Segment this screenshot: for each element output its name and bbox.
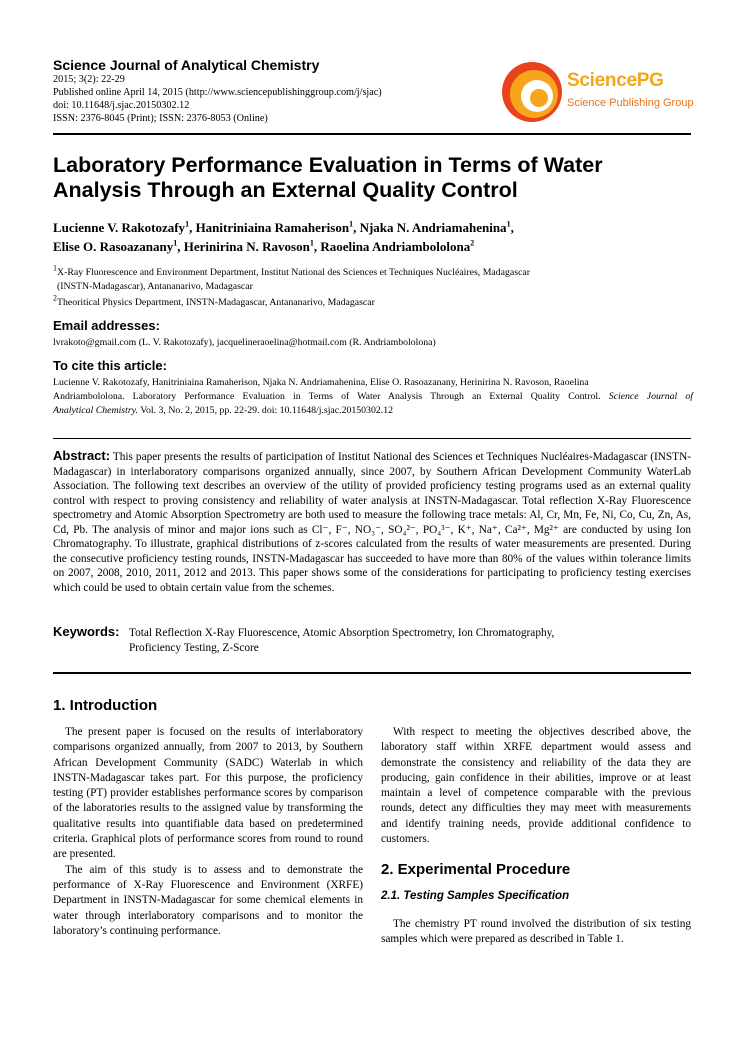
citation-journal: Science Journal of <box>608 391 693 402</box>
author-affiliation: 1 <box>185 219 190 229</box>
citation-text: Andriambololona. Laboratory Performance Evaluation in Terms of Water Analysis Through an External Quality Control. <box>53 391 601 402</box>
affiliation-number: 1 <box>53 263 57 273</box>
cite-heading: To cite this article: <box>53 358 167 373</box>
right-column-top <box>381 725 691 847</box>
issue-line: 2015; 3(2): 22-29 <box>53 74 125 85</box>
authors-line-2: Elise O. Rasoazanany$^1$, Herinirina N. Ravoson$^1$, Raoelina Andriambololona$^2$ <box>53 238 475 254</box>
left-column <box>53 725 363 939</box>
sciencepg-logo-icon <box>500 58 566 126</box>
subsection-heading: 2.1. Testing Samples Specification <box>381 890 570 902</box>
affiliation-1-cont: (INSTN-Madagascar), Antananarivo, Madagascar <box>57 281 253 292</box>
author-affiliation: 1 <box>309 238 314 248</box>
citation <box>53 376 693 418</box>
author-affiliation: 1 <box>173 238 178 248</box>
author-affiliation: 1 <box>506 219 511 229</box>
paragraph: With respect to meeting the objectives described above, the laboratory staff within XRFE department would assess and demonstrate the consistency and reliability of the data they are producing, gain confidence in their abilities, improve or at least maintain a level of competence comparable with the previous rounds, detect any difficulties they may meet with measurements and identify training needs, provide additional confidence to customers. <box>381 726 691 846</box>
doi-line: doi: 10.11648/j.sjac.20150302.12 <box>53 100 190 111</box>
abstract-text: This paper presents the results of participation of Institut National des Sciences et Techniques Nucléaires-Madagascar (INSTN-Madagascar) in interlaboratory comparisons organized annually, since 2007, by Southern African Development Community WaterLab Association. The following text describes an overview of the utility of provided proficiency testing programs used as an external quality control with respect to proving consistency and reliability of water analysis at INSTN-Madagascar. Total reflection X-Ray Fluorescence spectrometry and Atomic Absorption Spectrometry are both used to measure the following trace metals: Al, Cr, Mn, Fe, Ni, Co, Cu, Zn, As, Cd, Pb. The analysis of minor and major ions such as <box>53 451 691 536</box>
email-heading: Email addresses: <box>53 318 160 333</box>
affiliation-text: Theoritical Physics Department, INSTN-Madagascar, Antananarivo, Madagascar <box>57 297 375 308</box>
section-heading-experimental: 2. Experimental Procedure <box>381 861 571 878</box>
author-affiliation: 2 <box>470 238 475 248</box>
journal-title: Science Journal of Analytical Chemistry <box>53 57 320 73</box>
email-addresses: lvrakoto@gmail.com (L. V. Rakotozafy), jacquelineraoelina@hotmail.com (R. Andriambololona) <box>53 337 436 348</box>
issn-line: ISSN: 2376-8045 (Print); ISSN: 2376-8053 (Online) <box>53 113 268 124</box>
affiliation-2 <box>53 293 693 309</box>
header-rule <box>53 133 691 135</box>
abstract-ions: Cl⁻, F⁻, NO₃⁻, SO₄²⁻, PO₄³⁻, K⁺, Na⁺, Ca²⁺, Mg²⁺ <box>311 523 559 536</box>
abstract-text-cont: are conducted by using Ion Chromatography. To illustrate, graphical distributions of z-scores calculated from the results of water measurements are presented. During the consecutive proficiency testing rounds, INSTN-Madagascar has succeeded to have more than 80% of the values within tolerance limits on 2007, 2008, 2010, 2011, 2012 and 2013. This paper shows some of the considerations for participating to proficiency testing exercises which could be used to obtain certain value from the schemes. <box>53 523 692 594</box>
author-affiliation: 1 <box>349 219 354 229</box>
keywords <box>129 626 609 655</box>
citation-line-3 <box>53 404 693 418</box>
right-column-bottom <box>381 917 691 948</box>
divider <box>53 672 691 674</box>
author-name: Raoelina Andriambololona <box>320 239 471 254</box>
keywords-line-2: Proficiency Testing, Z-Score <box>129 641 259 654</box>
abstract-label: Abstract: <box>53 448 111 463</box>
affiliation-text: X-Ray Fluorescence and Environment Department, Institut National des Sciences et Techniques Nucléaires, Madagascar <box>57 267 531 278</box>
paragraph: The chemistry PT round involved the distribution of six testing samples which were prepared as described in Table 1. <box>381 918 691 946</box>
affiliation-number: 2 <box>53 293 57 303</box>
section-heading-introduction: 1. Introduction <box>53 697 158 714</box>
logo-tagline: Science Publishing Group <box>567 97 694 109</box>
author-name: Njaka N. Andriamahenina <box>359 220 507 235</box>
logo-name: SciencePG <box>567 70 664 91</box>
keywords-line-1: Total Reflection X-Ray Fluorescence, Atomic Absorption Spectrometry, Ion Chromatography, <box>129 627 555 639</box>
author-name: Hanitriniaina Ramaherison <box>195 220 350 235</box>
citation-line-2 <box>53 390 693 404</box>
paragraph: The aim of this study is to assess and to demonstrate the performance of X-Ray Fluorescence and Environment (XRFE) Department in INSTN-Madagascar for some chemical elements in water through interlaboratory comparisons and to monitor the laboratory’s continuing performance. <box>53 863 363 937</box>
paragraph: The present paper is focused on the results of interlaboratory comparisons organized annually, from 2007 to 2013, by Southern African Development Community (SADC) Waterlab in which INSTN-Madagascar takes part. For this purpose, the proficiency testing (PT) provider establishes performance scores by comparison of the laboratories results to the assigned value by transforming the qualitative results into quantifiable data based on predetermined criteria. Graphical plots of performance scores from round to round are presented. <box>53 726 363 861</box>
citation-line-1: Lucienne V. Rakotozafy, Hanitriniaina Ramaherison, Njaka N. Andriamahenina, Elise O. Rasoazanany, Herinirina N. Ravoson, Raoelina <box>53 377 589 388</box>
author-name: Elise O. Rasoazanany <box>53 239 174 254</box>
affiliation-1 <box>53 263 693 279</box>
keywords-label: Keywords: <box>53 624 120 639</box>
citation-details: Vol. 3, No. 2, 2015, pp. 22-29. doi: 10.11648/j.sjac.20150302.12 <box>140 405 393 416</box>
author-name: Lucienne V. Rakotozafy <box>53 220 186 235</box>
title-line-1: Laboratory Performance Evaluation in Terms of Water <box>53 153 603 177</box>
citation-journal: Analytical Chemistry. <box>53 405 138 416</box>
abstract <box>53 449 691 595</box>
author-name: Herinirina N. Ravoson <box>183 239 310 254</box>
published-line: Published online April 14, 2015 (http://www.sciencepublishinggroup.com/j/sjac) <box>53 87 382 98</box>
divider <box>53 438 691 439</box>
paper-title <box>53 153 693 203</box>
title-line-2: Analysis Through an External Quality Control <box>53 178 518 202</box>
authors-line-1: Lucienne V. Rakotozafy$^1$, Hanitriniaina Ramaherison$^1$, Njaka N. Andriamahenina$^1$, <box>53 219 514 235</box>
